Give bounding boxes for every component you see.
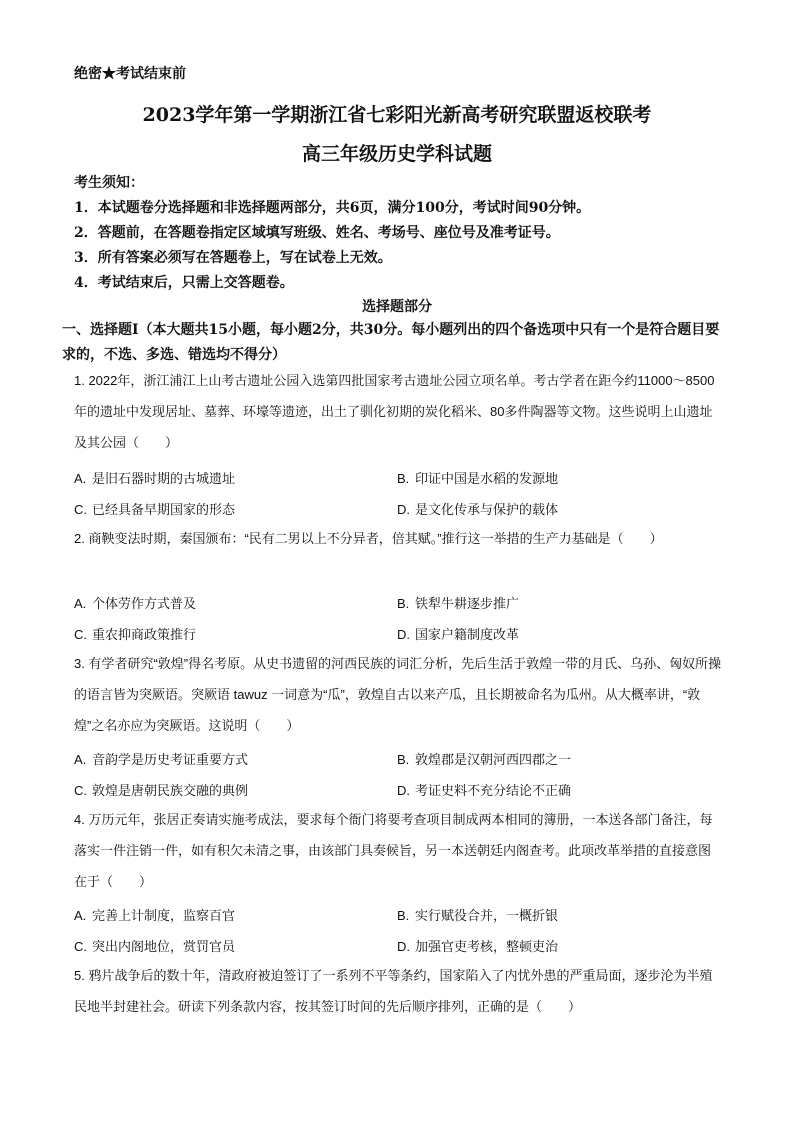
question-3-option-b[interactable] bbox=[397, 749, 571, 768]
option-letter: B. bbox=[397, 908, 410, 923]
option-letter: A. bbox=[74, 471, 87, 486]
option-text: 突出内阁地位，赏罚官员 bbox=[92, 939, 236, 954]
question-1-stem: 1. 2022年，浙江浦江上山考古遗址公园入选第四批国家考古遗址公园立项名单。考古学者在距今约11000～8500年的遗址中发现居址、墓葬、环壕等遗迹，出土了驯化初期的炭化稻米、80多件陶器等文物。这些说明上山遗址及其公园（ ） bbox=[74, 373, 715, 450]
exam-subtitle: 高三年级历史学科试题 bbox=[301, 143, 492, 165]
question-2-option-b[interactable] bbox=[397, 593, 519, 612]
notice-item: 2．答题前，在答题卷指定区域填写班级、姓名、考场号、座位号及准考证号。 bbox=[74, 225, 560, 241]
question-4-option-a[interactable] bbox=[74, 905, 235, 924]
option-text: 敦煌是唐朝民族交融的典例 bbox=[92, 783, 249, 798]
question-1-option-c[interactable] bbox=[74, 499, 235, 518]
option-letter: D. bbox=[397, 502, 410, 517]
question-3-option-d[interactable] bbox=[397, 780, 571, 799]
question-3-stem: 3. 有学者研究“敦煌”得名考原。从史书遗留的河西民族的词汇分析，先后生活于敦煌一带的月氏、乌孙、匈奴所操的语言皆为突厥语。突厥语 tawuz 一词意为“瓜”，敦煌自古以来产瓜，且长期被命名为瓜州。从大概率讲，“敦煌”之名亦应为突厥语。这说明（ ） bbox=[74, 656, 722, 733]
question-1-option-a[interactable] bbox=[74, 468, 235, 487]
option-letter: D. bbox=[397, 939, 410, 954]
option-letter: D. bbox=[397, 783, 410, 798]
question-4-option-c[interactable] bbox=[74, 936, 235, 955]
secret-mark: 绝密★考试结束前 bbox=[74, 66, 186, 82]
option-text: 是旧石器时期的古城遗址 bbox=[92, 471, 236, 486]
question-1-option-b[interactable] bbox=[397, 468, 558, 487]
question-3-option-a[interactable] bbox=[74, 749, 248, 768]
question-3-option-c[interactable] bbox=[74, 780, 248, 799]
option-text: 实行赋役合并，一概折银 bbox=[415, 908, 559, 923]
option-letter: C. bbox=[74, 783, 87, 798]
question-2-option-a[interactable] bbox=[74, 593, 196, 612]
question-2-stem: 2. 商鞅变法时期，秦国颁布：“民有二男以上不分异者，倍其赋。”推行这一举措的生产力基础是（ ） bbox=[74, 531, 663, 546]
option-text: 完善上计制度，监察百官 bbox=[92, 908, 236, 923]
question-2-option-d[interactable] bbox=[397, 624, 519, 643]
notice-item: 1．本试题卷分选择题和非选择题两部分，共6页，满分100分，考试时间90分钟。 bbox=[74, 200, 591, 216]
option-letter: C. bbox=[74, 627, 87, 642]
option-text: 音韵学是历史考证重要方式 bbox=[92, 752, 249, 767]
option-text: 印证中国是水稻的发源地 bbox=[415, 471, 559, 486]
option-letter: A. bbox=[74, 908, 87, 923]
option-letter: A. bbox=[74, 752, 87, 767]
option-letter: B. bbox=[397, 596, 410, 611]
question-2-option-c[interactable] bbox=[74, 624, 196, 643]
exam-title: 2023学年第一学期浙江省七彩阳光新高考研究联盟返校联考 bbox=[142, 104, 652, 126]
question-5-stem: 5. 鸦片战争后的数十年，清政府被迫签订了一系列不平等条约，国家陷入了内忧外患的严重局面，逐步沦为半殖民地半封建社会。研读下列条款内容，按其签订时间的先后顺序排列，正确的是（ ） bbox=[74, 968, 713, 1014]
option-letter: C. bbox=[74, 502, 87, 517]
question-4-stem: 4. 万历元年，张居正奏请实施考成法，要求每个衙门将要考查项目制成两本相同的簿册，一本送各部门备注，每落实一件注销一件，如有积欠未清之事，由该部门具奏候旨，另一本送朝廷内阁查考。此项改革举措的直接意图在于（ ） bbox=[74, 812, 713, 889]
option-text: 已经具备早期国家的形态 bbox=[92, 502, 236, 517]
option-text: 铁犁牛耕逐步推广 bbox=[415, 596, 520, 611]
option-text: 加强官吏考核，整顿吏治 bbox=[415, 939, 559, 954]
option-letter: D. bbox=[397, 627, 410, 642]
question-4-option-b[interactable] bbox=[397, 905, 558, 924]
option-letter: B. bbox=[397, 752, 410, 767]
notice-heading: 考生须知： bbox=[74, 175, 144, 191]
option-text: 国家户籍制度改革 bbox=[415, 627, 520, 642]
section-title: 选择题部分 bbox=[362, 299, 432, 315]
option-letter: B. bbox=[397, 471, 410, 486]
option-letter: C. bbox=[74, 939, 87, 954]
option-text: 是文化传承与保护的载体 bbox=[415, 502, 559, 517]
option-text: 考证史料不充分结论不正确 bbox=[415, 783, 572, 798]
notice-item: 3．所有答案必须写在答题卷上，写在试卷上无效。 bbox=[74, 250, 392, 266]
option-letter: A. bbox=[74, 596, 87, 611]
option-text: 个体劳作方式普及 bbox=[92, 596, 197, 611]
option-text: 重农抑商政策推行 bbox=[92, 627, 197, 642]
option-text: 敦煌郡是汉朝河西四郡之一 bbox=[415, 752, 572, 767]
notice-item: 4．考试结束后，只需上交答题卷。 bbox=[74, 275, 294, 291]
question-4-option-d[interactable] bbox=[397, 936, 558, 955]
question-1-option-d[interactable] bbox=[397, 499, 558, 518]
part-title: 一、选择题Ⅰ（本大题共15小题，每小题2分，共30分。每小题列出的四个备选项中只有一个是符合题目要求的，不选、多选、错选均不得分） bbox=[62, 322, 720, 363]
